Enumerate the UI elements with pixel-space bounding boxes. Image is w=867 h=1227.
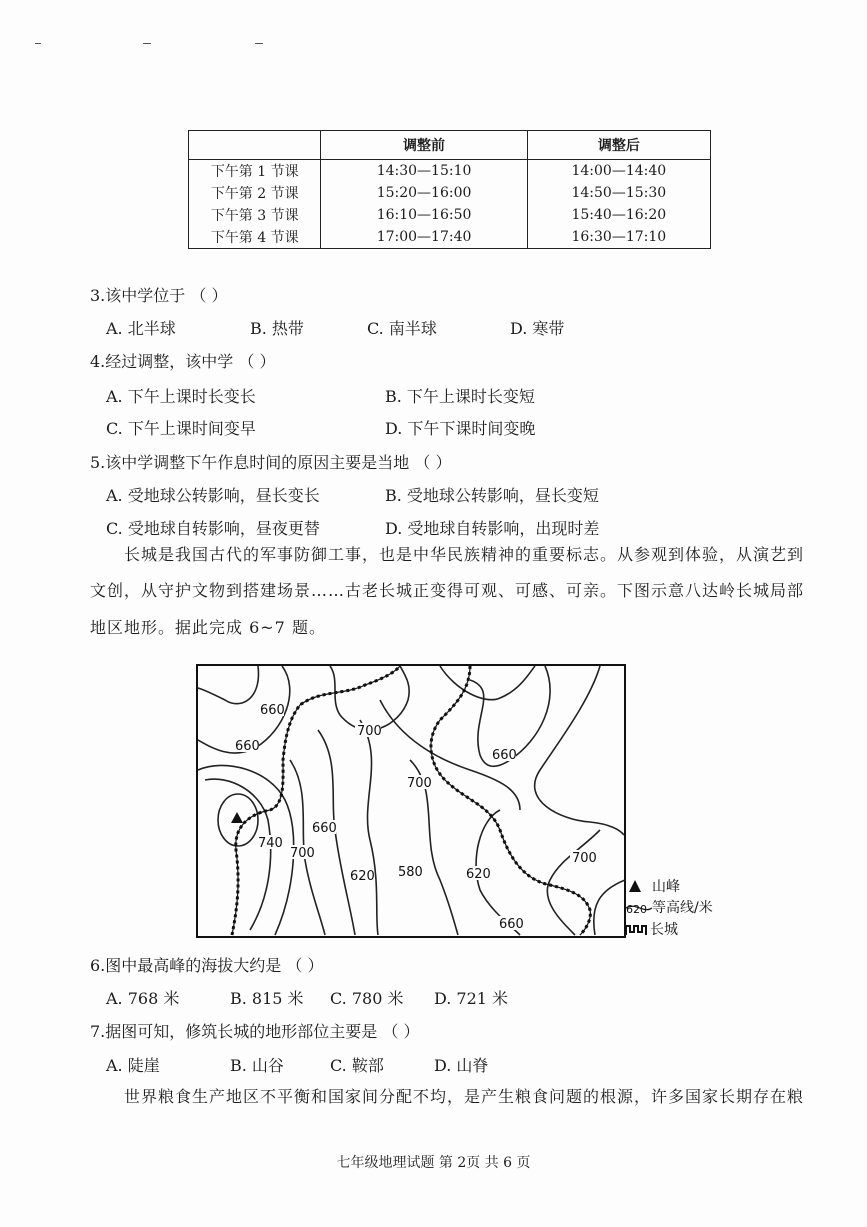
contour-label: 700	[572, 851, 597, 866]
question-5-option-c[interactable]: C. 受地球自转影响，昼夜更替	[106, 519, 320, 538]
peak-legend-icon	[629, 880, 641, 892]
question-6-option-c[interactable]: C. 780 米	[330, 989, 404, 1008]
table-cell: 下午第 2 节课	[189, 182, 321, 204]
question-5-option-b[interactable]: B. 受地球公转影响，昼长变短	[385, 486, 599, 505]
contour-label: 700	[357, 724, 382, 739]
question-6-option-a[interactable]: A. 768 米	[106, 989, 180, 1008]
contour-label: 660	[235, 739, 260, 754]
question-7-option-d[interactable]: D. 山脊	[434, 1056, 489, 1075]
table-cell: 下午第 3 节课	[189, 204, 321, 226]
question-6-option-d[interactable]: D. 721 米	[434, 989, 509, 1008]
great-wall-line-icon	[626, 926, 646, 935]
contour-label: 700	[407, 776, 432, 791]
table-cell: 14:50—15:30	[527, 182, 710, 204]
page-footer: 七年级地理试题 第 2页 共 6 页	[336, 1155, 531, 1171]
table-cell: 14:00—14:40	[527, 160, 710, 183]
question-3-option-d[interactable]: D. 寒带	[510, 319, 565, 338]
question-3-option-a[interactable]: A. 北半球	[106, 319, 176, 338]
question-4-option-d[interactable]: D. 下午下课时间变晚	[385, 419, 536, 438]
question-4-stem: 4.经过调整，该中学 （ ）	[90, 352, 276, 371]
question-7-stem: 7.据图可知，修筑长城的地形部位主要是 （ ）	[90, 1022, 420, 1041]
question-3-stem: 3.该中学位于 （ ）	[90, 286, 228, 305]
contour-label: 660	[492, 748, 517, 763]
legend-peak-label: 山峰	[652, 879, 680, 895]
contour-label: 660	[312, 821, 337, 836]
table-header-cell: 调整后	[527, 131, 710, 160]
contour-label: 580	[398, 865, 423, 880]
table-cell: 15:20—16:00	[321, 182, 527, 204]
question-4-option-b[interactable]: B. 下午上课时长变短	[385, 387, 535, 406]
table-cell: 14:30—15:10	[321, 160, 527, 183]
question-4-option-a[interactable]: A. 下午上课时长变长	[106, 387, 256, 406]
question-3-option-c[interactable]: C. 南半球	[367, 319, 437, 338]
passage-line: 文创，从守护文物到搭建场景……古老长城正变得可观、可感、可亲。下图示意八达岭长城局部	[90, 581, 805, 600]
contour-label: 740	[258, 836, 283, 851]
question-4-option-c[interactable]: C. 下午上课时间变早	[106, 419, 256, 438]
table-cell: 16:30—17:10	[527, 226, 710, 249]
map-legend	[626, 879, 713, 938]
question-6-stem: 6.图中最高峰的海拔大约是 （ ）	[90, 956, 324, 975]
table-cell: 下午第 4 节课	[189, 226, 321, 249]
passage-2-line: 世界粮食生产地区不平衡和国家间分配不均，是产生粮食问题的根源，许多国家长期存在粮	[124, 1087, 805, 1106]
question-7-option-a[interactable]: A. 陡崖	[106, 1056, 160, 1075]
question-5-stem: 5.该中学调整下午作息时间的原因主要是当地 （ ）	[90, 453, 452, 472]
legend-contour-value: 620	[626, 903, 647, 916]
question-5-option-a[interactable]: A. 受地球公转影响，昼长变长	[106, 486, 320, 505]
question-3-option-b[interactable]: B. 热带	[250, 319, 304, 338]
table-header-cell: 调整前	[321, 131, 527, 160]
passage-line: 长城是我国古代的军事防御工事，也是中华民族精神的重要标志。从参观到体验，从演艺到	[124, 545, 805, 564]
contour-label: 660	[499, 917, 524, 932]
question-7-option-b[interactable]: B. 山谷	[230, 1056, 284, 1075]
peak-triangle-icon	[231, 812, 243, 823]
table-cell: 15:40—16:20	[527, 204, 710, 226]
contour-label: 620	[466, 867, 491, 882]
question-7-option-c[interactable]: C. 鞍部	[330, 1056, 384, 1075]
legend-wall-label: 长城	[650, 922, 678, 938]
table-cell: 16:10—16:50	[321, 204, 527, 226]
passage-line: 地区地形。据此完成 6~7 题。	[90, 618, 326, 637]
contour-label: 620	[350, 869, 375, 884]
contour-label: 660	[260, 703, 285, 718]
table-cell: 下午第 1 节课	[189, 160, 321, 183]
question-5-option-d[interactable]: D. 受地球自转影响，出现时差	[385, 519, 600, 538]
table-cell: 17:00—17:40	[321, 226, 527, 249]
legend-contour-label: 等高线/米	[652, 900, 713, 916]
question-6-option-b[interactable]: B. 815 米	[230, 989, 304, 1008]
contour-label: 700	[290, 846, 315, 861]
